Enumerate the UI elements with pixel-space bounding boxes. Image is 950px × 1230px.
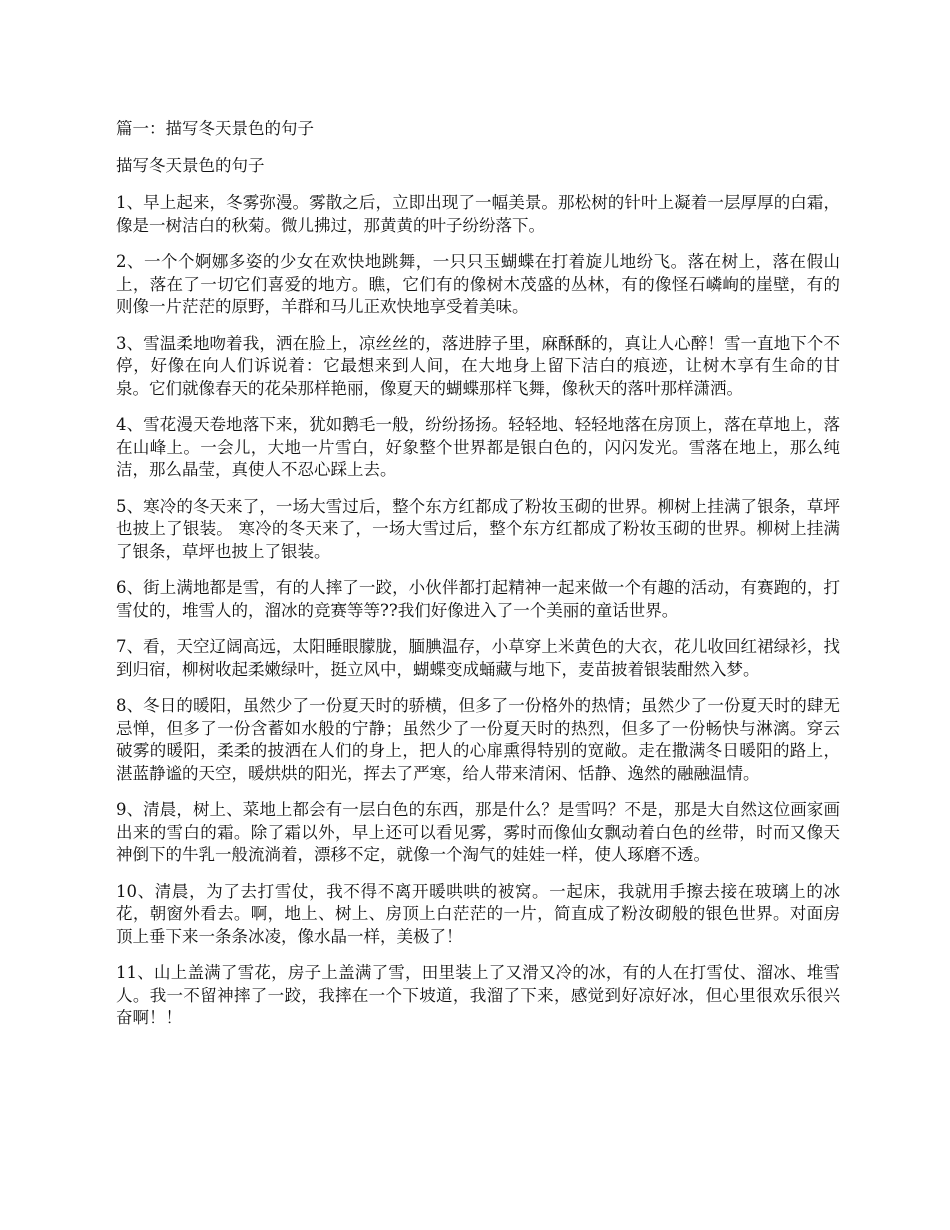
paragraph-9: 9、清晨，树上、菜地上都会有一层白色的东西，那是什么？是雪吗？不是，那是大自然这位画家画出来的雪白的霜。除了霜以外，早上还可以看见雾，雾时而像仙女飘动着白色的丝带，时而又像天神倒下的牛乳一般流淌着，漂移不定，就像一个淘气的娃娃一样，使人琢磨不透。	[116, 800, 840, 864]
paragraph-10: 10、清晨，为了去打雪仗，我不得不离开暖哄哄的被窝。一起床，我就用手擦去接在玻璃上的冰花，朝窗外看去。啊，地上、树上、房顶上白茫茫的一片，简直成了粉汝砌般的银色世界。对面房顶上垂下来一条条冰凌，像水晶一样，美极了！	[116, 881, 840, 946]
paragraph-11: 11、山上盖满了雪花，房子上盖满了雪，田里装上了又滑又冷的冰，有的人在打雪仗、溜冰、堆雪人。我一不留神摔了一跤，我摔在一个下坡道，我溜了下来，感觉到好凉好冰，但心里很欢乐很兴奋啊！！	[116, 963, 840, 1027]
paragraph-1: 1、早上起来，冬雾弥漫。雾散之后，立即出现了一幅美景。那松树的针叶上凝着一层厚厚的白霜，像是一树洁白的秋菊。微儿拂过，那黄黄的叶子纷纷落下。	[116, 193, 840, 235]
paragraph-7: 7、看，天空辽阔高远，太阳睡眼朦胧，腼腆温存，小草穿上米黄色的大衣，花儿收回红裙绿衫，找到归宿，柳树收起柔嫩绿叶，挺立风中，蝴蝶变成蛹藏与地下，麦苗披着银装酣然入梦。	[116, 637, 840, 679]
paragraph-2: 2、一个个婀娜多姿的少女在欢快地跳舞，一只只玉蝴蝶在打着旋儿地纷飞。落在树上，落在假山上，落在了一切它们喜爱的地方。瞧，它们有的像树木茂盛的丛林，有的像怪石嶙峋的崖壁，有的则像一片茫茫的原野，羊群和马儿正欢快地享受着美味。	[116, 252, 840, 316]
paragraph-4: 4、雪花漫天卷地落下来，犹如鹅毛一般，纷纷扬扬。轻轻地、轻轻地落在房顶上，落在草地上，落在山峰上。一会儿，大地一片雪白，好象整个世界都是银白色的，闪闪发光。雪落在地上，那么纯洁，那么晶莹，真使人不忍心踩上去。	[116, 415, 840, 479]
document-title: 篇一：描写冬天景色的句子	[116, 119, 314, 138]
paragraph-8: 8、冬日的暖阳，虽然少了一份夏天时的骄横，但多了一份格外的热情；虽然少了一份夏天时的肆无忌惮，但多了一份含蓄如水般的宁静；虽然少了一份夏天时的热烈，但多了一份畅快与淋漓。穿云破雾的暖阳，柔柔的披洒在人们的身上，把人的心扉熏得特别的宽敞。走在撒满冬日暖阳的路上，湛蓝静谧的天空，暖烘烘的阳光，挥去了严寒，给人带来清闲、恬静、逸然的融融温情。	[116, 696, 840, 783]
document-subtitle: 描写冬天景色的句子	[116, 156, 265, 175]
document-page	[116, 118, 840, 1044]
paragraph-5: 5、寒冷的冬天来了，一场大雪过后，整个东方红都成了粉妆玉砌的世界。柳树上挂满了银条，草坪也披上了银装。 寒冷的冬天来了，一场大雪过后，整个东方红都成了粉妆玉砌的世界。柳树上挂满了银条，草坪也披上了银装。	[116, 496, 840, 561]
paragraph-3: 3、雪温柔地吻着我，洒在脸上，凉丝丝的，落进脖子里，麻酥酥的，真让人心醉！雪一直地下个不停，好像在向人们诉说着：它最想来到人间，在大地身上留下洁白的痕迹，让树木享有生命的甘泉。它们就像春天的花朵那样艳丽，像夏天的蝴蝶那样飞舞，像秋天的落叶那样潇洒。	[116, 333, 840, 398]
paragraph-6: 6、街上满地都是雪，有的人摔了一跤，小伙伴都打起精神一起来做一个有趣的活动，有赛跑的，打雪仗的，堆雪人的，溜冰的竞赛等等??我们好像进入了一个美丽的童话世界。	[116, 578, 840, 620]
